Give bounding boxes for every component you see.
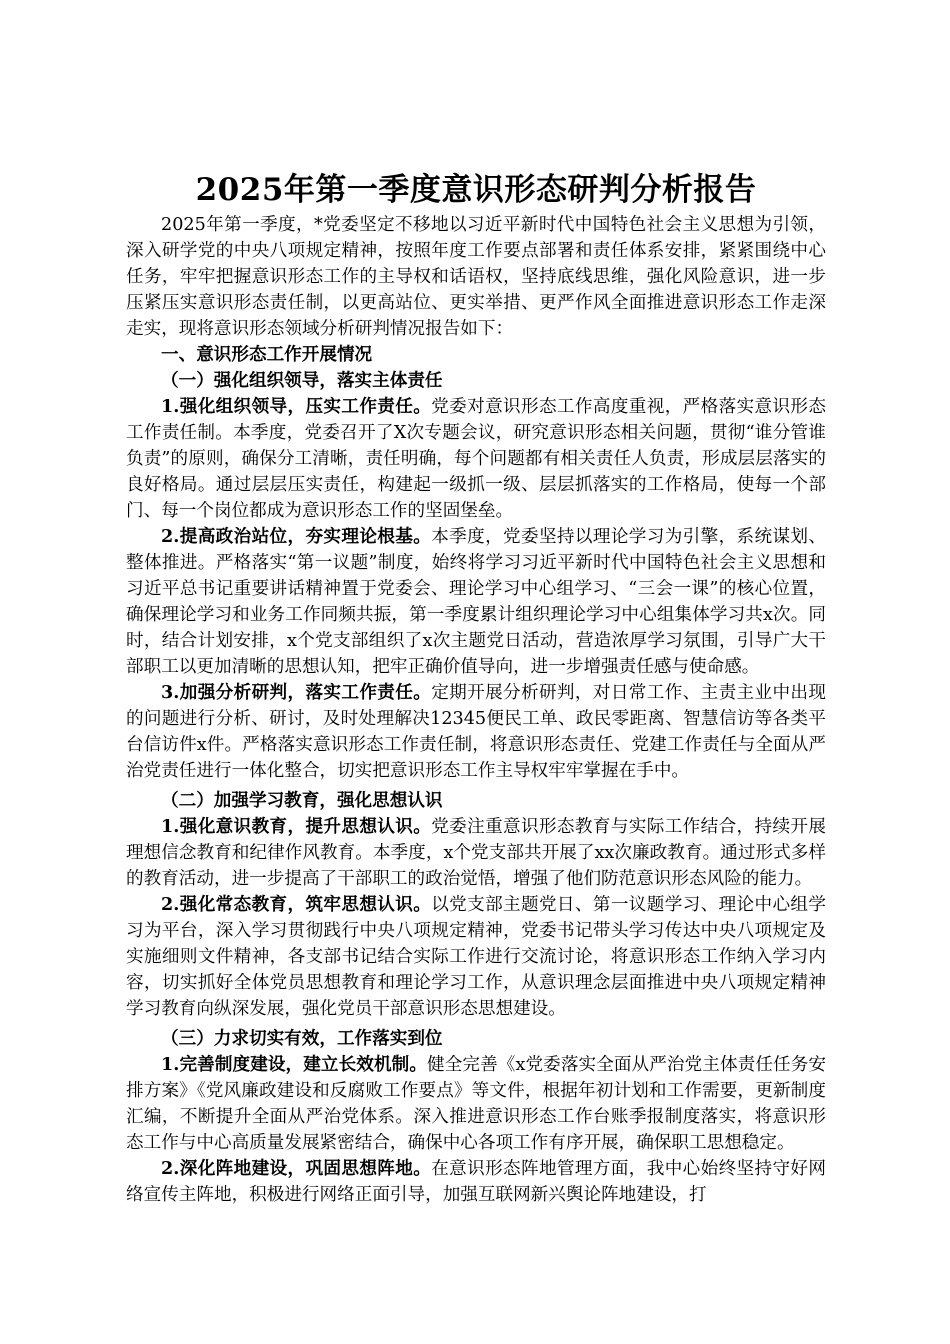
item-lead: 2.提高政治站位，夯实理论根基。 [161, 526, 432, 547]
item-text: 党委对意识形态工作高度重视，严格落实意识形态工作责任制。本季度，党委召开了X次专题会议，研究意识形态相关问题，贯彻“谁分管谁负责”的原则，确保分工清晰，责任明确，每个问题都有相关责任人负责，形成层层落实的良好格局。通过层层压实责任，构建起一级抓一级、层层抓落实的工作格局，使每一个部门、每一个岗位都成为意识形态工作的坚固堡垒。 [126, 397, 826, 521]
item-lead: 3.加强分析研判，落实工作责任。 [161, 682, 432, 703]
item-paragraph [126, 524, 826, 680]
subsection-heading-1: （一）强化组织领导，落实主体责任 [161, 370, 443, 391]
document-title: 2025年第一季度意识形态研判分析报告 [195, 172, 757, 208]
item-text: 党委注重意识形态教育与实际工作结合，持续开展理想信念教育和纪律作风教育。本季度，x个党支部共开展了xx次廉政教育。通过形式多样的教育活动，进一步提高了干部职工的政治觉悟，增强了他们防范意识形态风险的能力。 [126, 817, 826, 889]
item-paragraph [126, 680, 826, 784]
item-text: 在意识形态阵地管理方面，我中心始终坚持守好网络宣传主阵地，积极进行网络正面引导，加强互联网新兴舆论阵地建设，打 [126, 1159, 826, 1205]
item-paragraph [126, 1156, 826, 1208]
item-text: 定期开展分析研判，对日常工作、主责主业中出现的问题进行分析、研讨，及时处理解决12345便民工单、政民零距离、智慧信访等各类平台信访件x件。严格落实意识形态工作责任制，将意识形态责任、党建工作责任与全面从严治党责任进行一体化整合，切实把意识形态工作主导权牢牢掌握在手中。 [126, 683, 826, 781]
section-heading-1: 一、意识形态工作开展情况 [161, 344, 373, 365]
item-text: 本季度，党委坚持以理论学习为引擎，系统谋划、整体推进。严格落实“第一议题”制度，始终将学习习近平新时代中国特色社会主义思想和习近平总书记重要讲话精神置于党委会、理论学习中心组学习、“三会一课”的核心位置，确保理论学习和业务工作同频共振，第一季度累计组织理论学习中心组集体学习共x次。同时，结合计划安排，x个党支部组织了x次主题党日活动，营造浓厚学习氛围，引导广大干部职工以更加清晰的思想认知，把牢正确价值导向，进一步增强责任感与使命感。 [126, 527, 826, 677]
item-text: 以党支部主题党日、第一议题学习、理论中心组学习为平台，深入学习贯彻践行中央八项规定精神，党委书记带头学习传达中央八项规定及实施细则文件精神，各支部书记结合实际工作进行交流讨论，将意识形态工作纳入学习内容，切实抓好全体党员思想教育和理论学习工作，从意识理念层面推进中央八项规定精神学习教育向纵深发展，强化党员干部意识形态思想建设。 [126, 895, 826, 1019]
subsection-heading-3: （三）力求切实有效，工作落实到位 [161, 1028, 443, 1049]
item-paragraph [126, 394, 826, 524]
item-lead: 1.完善制度建设，建立长效机制。 [161, 1054, 428, 1075]
item-lead: 2.深化阵地建设，巩固思想阵地。 [161, 1158, 432, 1179]
item-lead: 2.强化常态教育，筑牢思想认识。 [161, 894, 432, 915]
item-text: 健全完善《x党委落实全面从严治党主体责任任务安排方案》《党风廉政建设和反腐败工作要点》等文件，根据年初计划和工作需要，更新制度汇编，不断提升全面从严治党体系。深入推进意识形态工作台账季报制度落实，将意识形态工作与中心高质量发展紧密结合，确保中心各项工作有序开展，确保职工思想稳定。 [126, 1055, 826, 1153]
item-paragraph [126, 1052, 826, 1156]
document-page [126, 170, 826, 1208]
subsection-heading-2: （二）加强学习教育，强化思想认识 [161, 790, 443, 811]
item-paragraph [126, 892, 826, 1022]
intro-paragraph: 2025年第一季度，*党委坚定不移地以习近平新时代中国特色社会主义思想为引领，深入研学党的中央八项规定精神，按照年度工作要点部署和责任体系安排，紧紧围绕中心任务，牢牢把握意识形态工作的主导权和话语权，坚持底线思维，强化风险意识，进一步压紧压实意识形态责任制，以更高站位、更实举措、更严作风全面推进意识形态工作走深走实，现将意识形态领域分析研判情况报告如下： [126, 215, 826, 339]
item-paragraph [126, 814, 826, 892]
item-lead: 1.强化组织领导，压实工作责任。 [161, 396, 432, 417]
item-lead: 1.强化意识教育，提升思想认识。 [161, 816, 432, 837]
